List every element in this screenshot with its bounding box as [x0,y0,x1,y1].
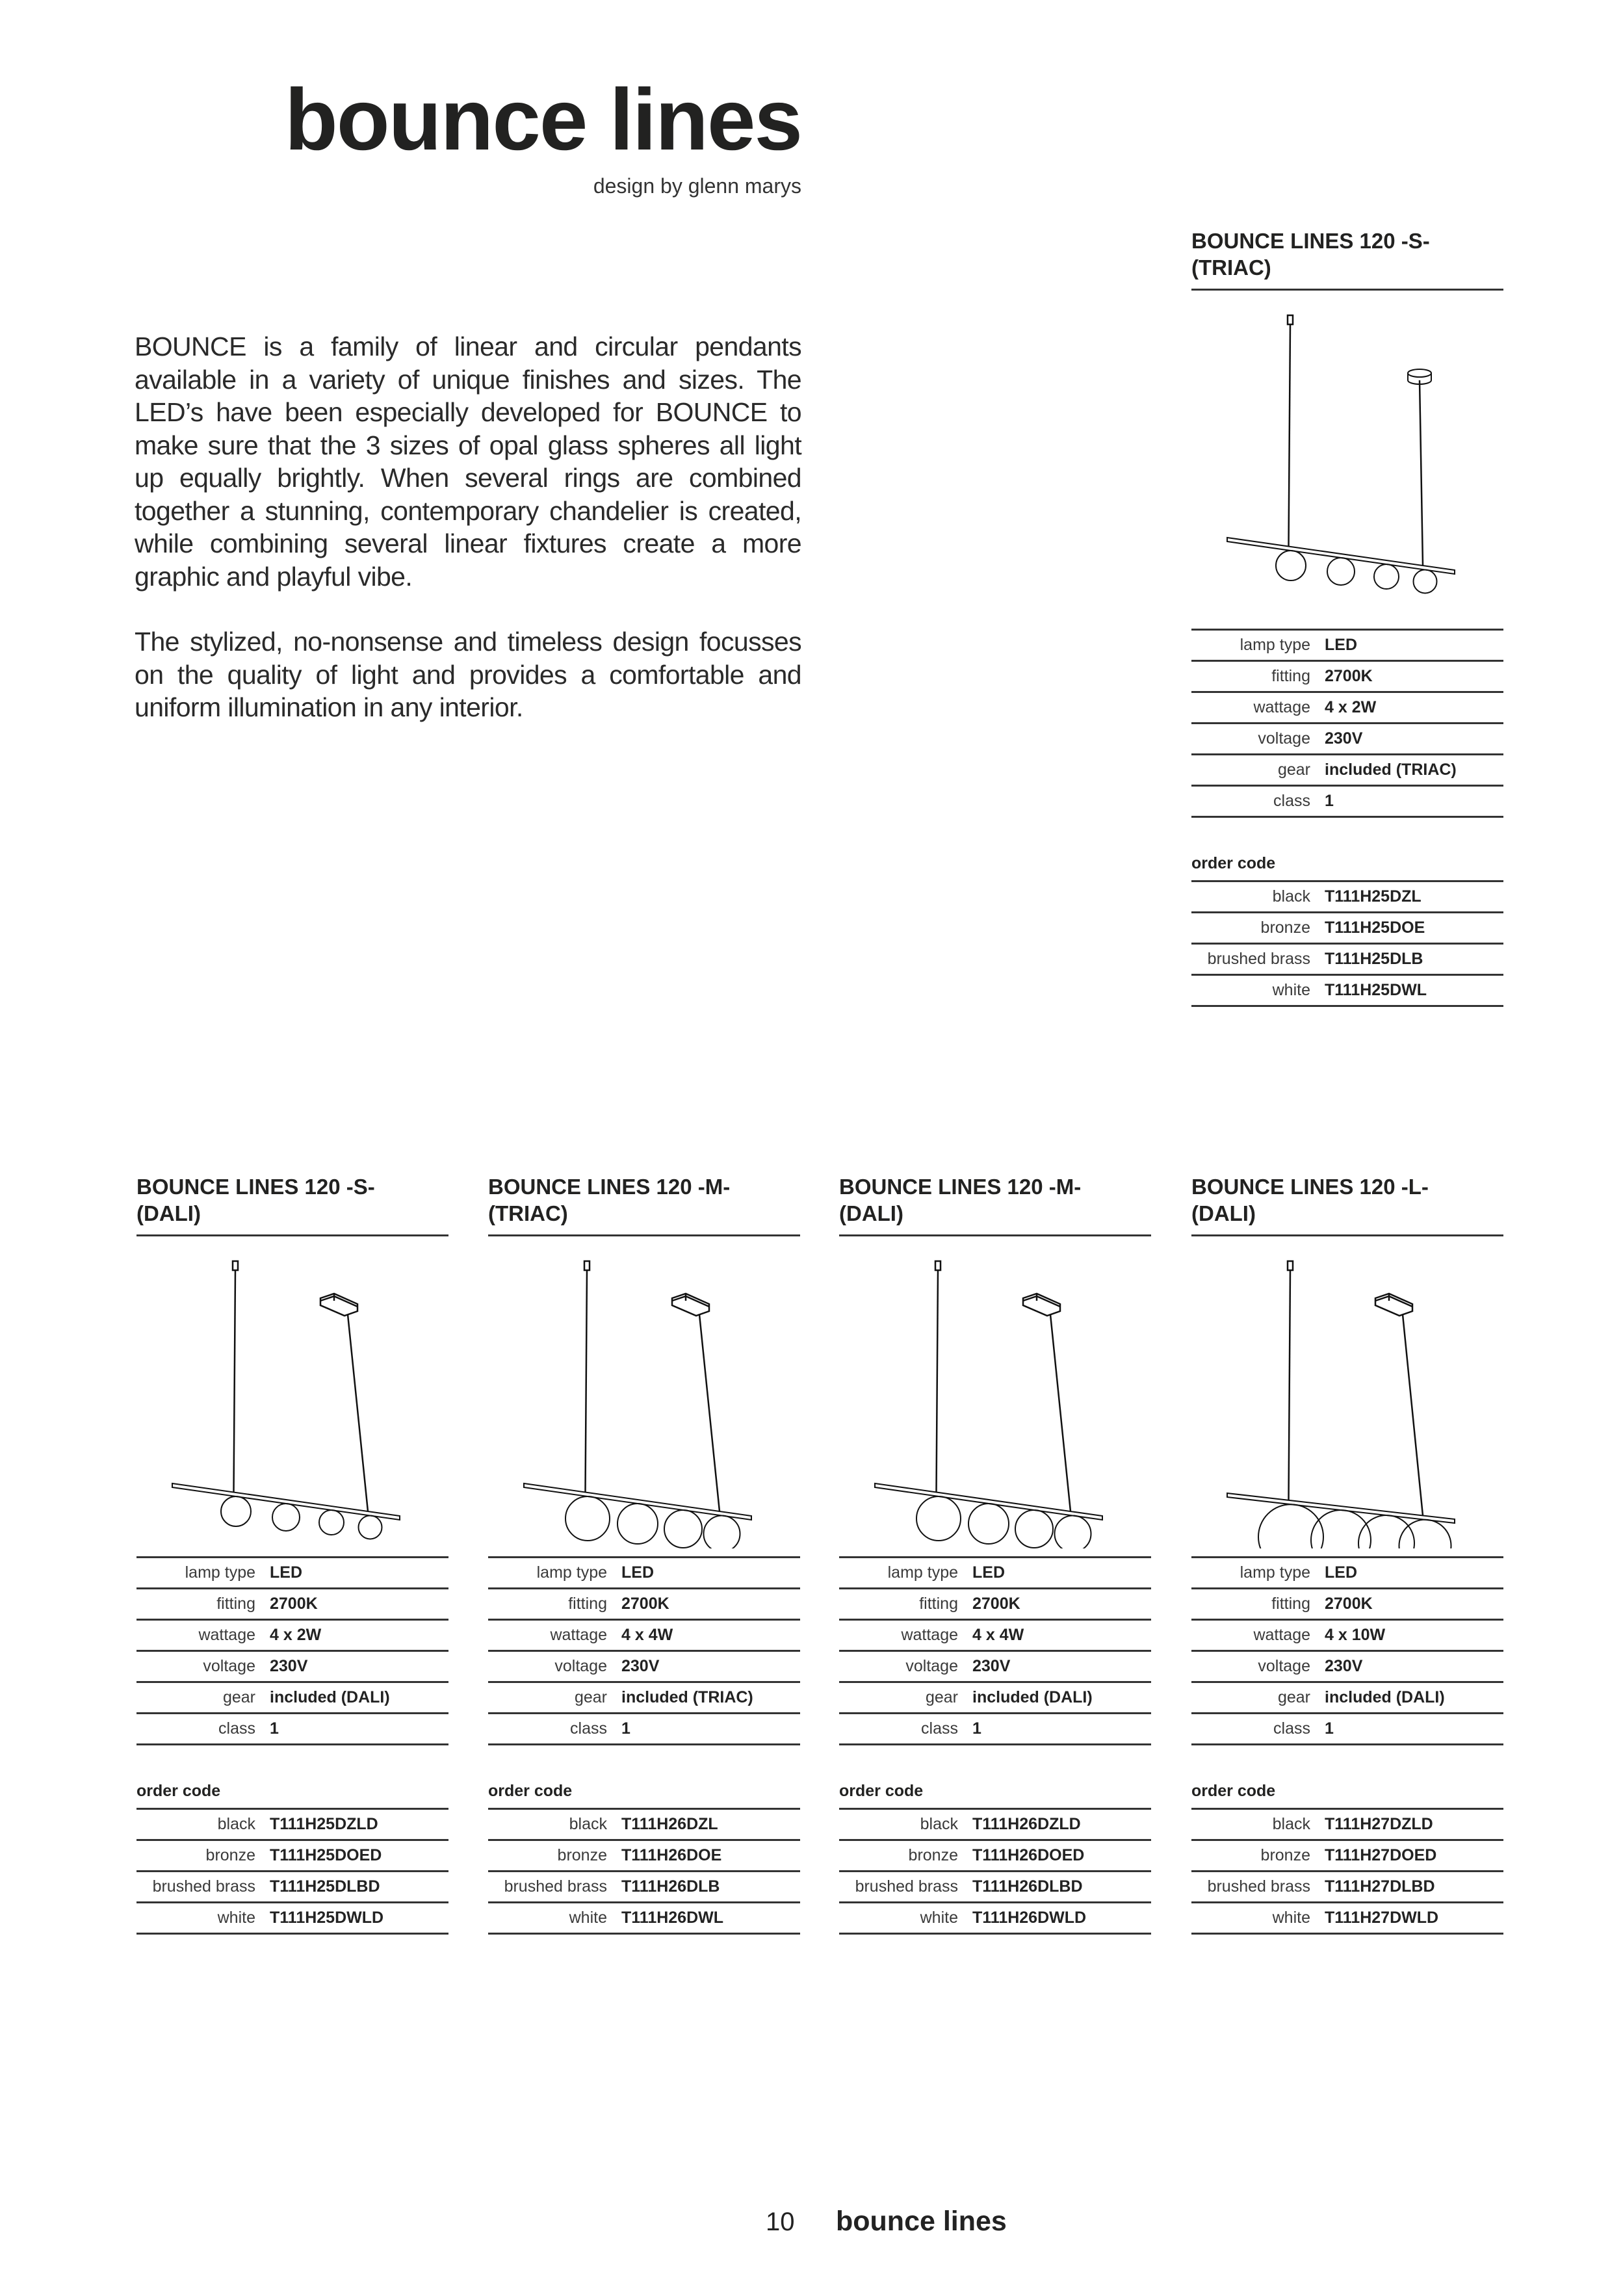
suspension-cable [1289,1270,1291,1500]
order-code-row [1191,1903,1503,1934]
spec-label: lamp type [488,1558,621,1589]
spec-row [1191,1714,1503,1745]
ceiling-cup-icon [1288,315,1293,324]
spec-label: class [488,1714,621,1745]
title-divider [1191,289,1503,291]
finish-label: black [136,1809,270,1840]
product-title-line1: BOUNCE LINES 120 -S- [136,1175,375,1199]
spec-row [839,1714,1151,1745]
product-title-line1: BOUNCE LINES 120 -L- [1191,1175,1429,1199]
order-code-value: T111H25DWLD [270,1903,448,1934]
spec-row [1191,1589,1503,1620]
order-code-row [1191,944,1503,975]
spec-row [839,1620,1151,1651]
spec-table [136,1556,448,1745]
light-bar [1227,538,1455,574]
canopy-box-icon [1375,1294,1412,1316]
finish-label: black [1191,881,1325,913]
product-title-line2: (DALI) [136,1201,201,1225]
order-code-row [839,1903,1151,1934]
order-code-row [1191,1872,1503,1903]
product-block [488,1173,800,1935]
spec-value: included (TRIAC) [621,1682,800,1714]
spec-label: wattage [1191,1620,1325,1651]
spec-row [488,1714,800,1745]
finish-label: white [1191,975,1325,1006]
product-title [1191,228,1503,281]
glass-globe-icon [1374,564,1399,589]
page-title: bounce lines [284,72,801,168]
spec-row [136,1558,448,1589]
spec-label: fitting [1191,661,1325,692]
spec-label: lamp type [1191,1558,1325,1589]
suspension-cable [1403,1314,1423,1515]
designer-credit: design by glenn marys [593,174,801,198]
spec-row [1191,724,1503,755]
spec-value: included (DALI) [1325,1682,1503,1714]
ceiling-cup-icon [233,1261,238,1270]
title-divider [488,1234,800,1236]
order-code-label: order code [1191,854,1276,872]
pendant-illustration [136,1249,448,1548]
illustration-slot [839,1249,1151,1548]
order-code-value: T111H26DOED [972,1840,1151,1872]
finish-label: bronze [1191,913,1325,944]
spec-label: fitting [1191,1589,1325,1620]
finish-label: bronze [488,1840,621,1872]
spec-value: LED [1325,1558,1503,1589]
suspension-cable [348,1314,368,1511]
order-code-row [488,1840,800,1872]
spec-value: 4 x 2W [1325,692,1503,724]
spec-table [488,1556,800,1745]
order-code-value: T111H26DZL [621,1809,800,1840]
spec-row [136,1714,448,1745]
intro-text [135,330,801,757]
spec-row [839,1651,1151,1682]
spec-label: voltage [839,1651,972,1682]
order-code-value: T111H25DZL [1325,881,1503,913]
glass-globe-icon [704,1516,740,1549]
spec-value: 2700K [270,1589,448,1620]
spec-table [839,1556,1151,1745]
glass-globe-icon [272,1504,300,1531]
order-code-value: T111H25DLBD [270,1872,448,1903]
glass-globe-icon [1055,1516,1091,1549]
spec-value: 4 x 10W [1325,1620,1503,1651]
finish-label: brushed brass [136,1872,270,1903]
order-code-row [839,1809,1151,1840]
finish-label: bronze [1191,1840,1325,1872]
finish-label: bronze [136,1840,270,1872]
suspension-cable [1289,324,1291,547]
spec-row [488,1589,800,1620]
spec-value: 1 [1325,1714,1503,1745]
spec-label: gear [839,1682,972,1714]
canopy-box-icon [320,1294,357,1316]
spec-value: included (DALI) [972,1682,1151,1714]
spec-row [1191,1558,1503,1589]
finish-label: white [1191,1903,1325,1934]
glass-globe-icon [565,1496,610,1541]
spec-value: 1 [270,1714,448,1745]
order-code-label: order code [1191,1782,1276,1800]
spec-label: voltage [1191,1651,1325,1682]
glass-globe-icon [359,1516,382,1539]
suspension-cable [937,1270,939,1493]
product-title [136,1173,448,1227]
spec-row [136,1620,448,1651]
product-block [1191,1173,1503,1935]
title-divider [839,1234,1151,1236]
spec-label: gear [1191,755,1325,786]
spec-row [839,1558,1151,1589]
product-block [136,1173,448,1935]
order-code-table [136,1808,448,1935]
spec-value: 2700K [621,1589,800,1620]
order-code-table [1191,880,1503,1007]
spec-row [488,1620,800,1651]
spec-row [488,1682,800,1714]
spec-value: included (TRIAC) [1325,755,1503,786]
spec-table [1191,1556,1503,1745]
spec-label: lamp type [1191,630,1325,661]
order-code-value: T111H26DOE [621,1840,800,1872]
product-block [1191,228,1503,1007]
finish-label: black [488,1809,621,1840]
order-code-row [136,1872,448,1903]
spec-value: LED [270,1558,448,1589]
glass-globe-icon [1276,551,1306,581]
spec-value: 230V [1325,1651,1503,1682]
order-code-value: T111H25DZLD [270,1809,448,1840]
order-code-value: T111H27DLBD [1325,1872,1503,1903]
illustration-slot [1191,304,1503,603]
finish-label: brushed brass [1191,944,1325,975]
spec-value: 230V [270,1651,448,1682]
suspension-cable [234,1270,236,1493]
glass-globe-icon [319,1510,344,1535]
order-code-row [839,1872,1151,1903]
intro-paragraph: The stylized, no-nonsense and timeless design focusses on the quality of light and provides a comfortable and uniform illumination in any interior. [135,627,801,722]
order-code-row [1191,881,1503,913]
spec-label: class [1191,786,1325,817]
spec-row [1191,755,1503,786]
spec-value: 1 [1325,786,1503,817]
pendant-illustration [1191,304,1503,603]
product-title [488,1173,800,1227]
product-title-line2: (DALI) [1191,1201,1256,1225]
title-divider [1191,1234,1503,1236]
pendant-illustration [839,1249,1151,1548]
spec-label: gear [488,1682,621,1714]
order-code-row [1191,913,1503,944]
spec-value: included (DALI) [270,1682,448,1714]
suspension-cable [1420,380,1423,566]
spec-label: wattage [136,1620,270,1651]
spec-label: fitting [136,1589,270,1620]
order-code-label: order code [839,1782,924,1800]
spec-label: voltage [488,1651,621,1682]
spec-value: 230V [972,1651,1151,1682]
glass-globe-icon [664,1510,702,1548]
order-code-row [1191,1840,1503,1872]
spec-value: 2700K [1325,1589,1503,1620]
spec-row [839,1682,1151,1714]
spec-value: 4 x 2W [270,1620,448,1651]
spec-label: class [136,1714,270,1745]
spec-label: fitting [488,1589,621,1620]
order-code-row [1191,1809,1503,1840]
glass-globe-icon [968,1504,1009,1544]
order-code-row [1191,975,1503,1006]
ceiling-cup-icon [1288,1261,1293,1270]
order-code-value: T111H25DOED [270,1840,448,1872]
product-block [839,1173,1151,1935]
spec-row [136,1651,448,1682]
spec-value: LED [972,1558,1151,1589]
order-code-value: T111H26DLBD [972,1872,1151,1903]
product-title-line1: BOUNCE LINES 120 -M- [488,1175,731,1199]
glass-globe-icon [1327,558,1355,585]
product-title-line2: (TRIAC) [488,1201,568,1225]
pendant-illustration [1191,1249,1503,1548]
finish-label: brushed brass [839,1872,972,1903]
finish-label: bronze [839,1840,972,1872]
spec-row [1191,661,1503,692]
order-code-row [839,1840,1151,1872]
spec-label: wattage [839,1620,972,1651]
order-code-row [136,1903,448,1934]
spec-row [1191,1682,1503,1714]
order-code-value: T111H27DOED [1325,1840,1503,1872]
order-code-value: T111H25DOE [1325,913,1503,944]
spec-label: lamp type [839,1558,972,1589]
finish-label: brushed brass [488,1872,621,1903]
spec-label: gear [136,1682,270,1714]
spec-row [488,1651,800,1682]
suspension-cable [699,1314,720,1511]
spec-row [136,1682,448,1714]
finish-label: black [839,1809,972,1840]
spec-value: 230V [621,1651,800,1682]
finish-label: black [1191,1809,1325,1840]
spec-label: gear [1191,1682,1325,1714]
spec-label: class [1191,1714,1325,1745]
spec-row [839,1589,1151,1620]
spec-table [1191,629,1503,818]
spec-row [488,1558,800,1589]
order-code-table [839,1808,1151,1935]
order-code-label: order code [488,1782,573,1800]
spec-label: fitting [839,1589,972,1620]
pendant-illustration [488,1249,800,1548]
finish-label: white [136,1903,270,1934]
spec-value: 4 x 4W [621,1620,800,1651]
ceiling-cup-icon [584,1261,590,1270]
product-title-line1: BOUNCE LINES 120 -S- [1191,229,1430,253]
spec-value: 2700K [1325,661,1503,692]
illustration-slot [1191,1249,1503,1548]
title-divider [136,1234,448,1236]
spec-label: voltage [1191,724,1325,755]
spec-row [1191,630,1503,661]
illustration-slot [136,1249,448,1548]
spec-row [1191,692,1503,724]
glass-globe-icon [1015,1510,1053,1548]
order-code-row [136,1840,448,1872]
order-code-value: T111H27DWLD [1325,1903,1503,1934]
order-code-value: T111H27DZLD [1325,1809,1503,1840]
canopy-round-icon [1408,369,1431,377]
spec-row [1191,1651,1503,1682]
spec-value: 1 [972,1714,1151,1745]
order-code-row [488,1809,800,1840]
order-code-value: T111H26DLB [621,1872,800,1903]
illustration-slot [488,1249,800,1548]
order-code-label: order code [136,1782,221,1800]
page-number: 10 [766,2208,795,2236]
glass-globe-icon [1358,1515,1414,1548]
ceiling-cup-icon [935,1261,941,1270]
order-code-value: T111H25DLB [1325,944,1503,975]
suspension-cable [1050,1314,1071,1511]
product-title [839,1173,1151,1227]
canopy-box-icon [1023,1294,1060,1316]
footer-section-title: bounce lines [836,2206,1007,2237]
order-code-table [488,1808,800,1935]
order-code-value: T111H26DZLD [972,1809,1151,1840]
finish-label: white [839,1903,972,1934]
intro-paragraph: BOUNCE is a family of linear and circular pendants available in a variety of unique finishes and sizes. The LED’s have been especially developed for BOUNCE to make sure that the 3 sizes of opal glass spheres all light up equally brightly. When several rings are combined together a stunning, contemporary chandelier is created, while combining several linear fixtures create a more graphic and playful vibe. [135,332,801,592]
product-title-line2: (TRIAC) [1191,255,1271,280]
spec-row [136,1589,448,1620]
spec-row [1191,1620,1503,1651]
spec-value: 4 x 4W [972,1620,1151,1651]
spec-row [1191,786,1503,817]
spec-value: 1 [621,1714,800,1745]
glass-globe-icon [916,1496,961,1541]
spec-value: 230V [1325,724,1503,755]
glass-globe-icon [617,1504,658,1544]
finish-label: white [488,1903,621,1934]
spec-label: class [839,1714,972,1745]
spec-value: LED [621,1558,800,1589]
order-code-value: T111H26DWLD [972,1903,1151,1934]
spec-label: wattage [1191,692,1325,724]
product-title [1191,1173,1503,1227]
order-code-row [136,1809,448,1840]
product-title-line2: (DALI) [839,1201,903,1225]
finish-label: brushed brass [1191,1872,1325,1903]
canopy-box-icon [672,1294,709,1316]
order-code-table [1191,1808,1503,1935]
order-code-row [488,1903,800,1934]
spec-label: wattage [488,1620,621,1651]
product-title-line1: BOUNCE LINES 120 -M- [839,1175,1082,1199]
glass-globe-icon [221,1496,251,1526]
order-code-row [488,1872,800,1903]
order-code-value: T111H26DWL [621,1903,800,1934]
spec-value: LED [1325,630,1503,661]
glass-globe-icon [1414,570,1437,594]
spec-label: voltage [136,1651,270,1682]
suspension-cable [586,1270,588,1493]
spec-value: 2700K [972,1589,1151,1620]
spec-label: lamp type [136,1558,270,1589]
order-code-value: T111H25DWL [1325,975,1503,1006]
